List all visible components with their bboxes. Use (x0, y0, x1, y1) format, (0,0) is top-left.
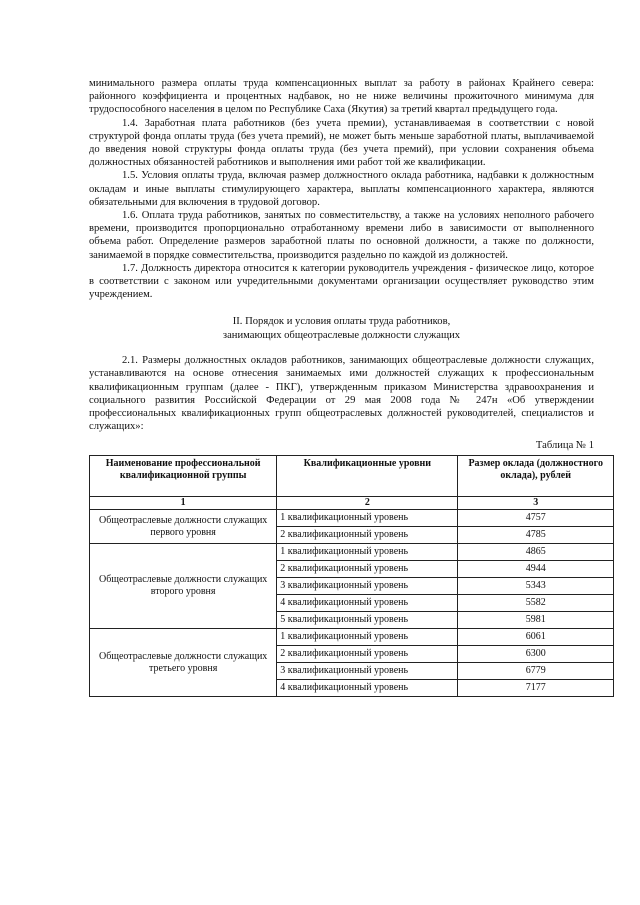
paragraph: 1.5. Условия оплаты труда, включая размер должностного оклада работника, надбавки к должностным окладам и иные выплаты стимулирующего характера, выплаты компенсационного характера, являются обязательными для включения в трудовой договор. (89, 170, 594, 208)
document-body (89, 77, 603, 697)
salary-value: 5343 (458, 578, 614, 595)
qualification-level: 1 квалификационный уровень (277, 544, 458, 561)
qualification-group-name: Общеотраслевые должности служащих третьего уровня (90, 629, 277, 697)
qualification-level: 2 квалификационный уровень (277, 561, 458, 578)
table-body (90, 510, 614, 697)
column-number: 2 (277, 497, 458, 510)
column-number: 3 (458, 497, 614, 510)
table-column-numbers (90, 497, 614, 510)
salary-value: 6300 (458, 646, 614, 663)
salary-value: 4865 (458, 544, 614, 561)
intro-paragraphs (89, 77, 594, 301)
qualification-level: 3 квалификационный уровень (277, 578, 458, 595)
header-qualification-levels: Квалификационные уровни (277, 456, 458, 497)
salary-table (89, 455, 614, 697)
table-header-row (90, 456, 614, 497)
column-number: 1 (90, 497, 277, 510)
section-heading-line-2: занимающих общеотраслевые должности служащих (222, 329, 461, 341)
qualification-level: 3 квалификационный уровень (277, 663, 458, 680)
table-row (90, 510, 614, 527)
salary-value: 5582 (458, 595, 614, 612)
salary-value: 5981 (458, 612, 614, 629)
qualification-level: 2 квалификационный уровень (277, 646, 458, 663)
section-heading-line-1: II. Порядок и условия оплаты труда работников, (232, 316, 451, 328)
salary-value: 6779 (458, 663, 614, 680)
salary-value: 6061 (458, 629, 614, 646)
section-heading (89, 315, 594, 342)
salary-value: 7177 (458, 680, 614, 697)
salary-value: 4757 (458, 510, 614, 527)
qualification-level: 2 квалификационный уровень (277, 527, 458, 544)
header-salary: Размер оклада (должностного оклада), рублей (458, 456, 614, 497)
salary-value: 4944 (458, 561, 614, 578)
qualification-level: 4 квалификационный уровень (277, 680, 458, 697)
paragraph: 1.4. Заработная плата работников (без учета премии), устанавливаемая в соответствии с новой структурой фонда оплаты труда (без учета премий), не может быть меньше заработной платы, выплачиваемой до введения новой структуры фонда оплаты труда (без учета премий), при условии сохранения объема должностных обязанностей работников и выполнения ими работ той же квалификации. (89, 117, 594, 169)
paragraph: минимального размера оплаты труда компенсационных выплат за работу в районах Крайнего севера: районного коэффициента и процентных надбавок, но не ниже величины прожиточного минимума для трудоспособного населения в целом по Республике Саха (Якутия) за третий квартал предыдущего года. (89, 78, 594, 116)
salary-value: 4785 (458, 527, 614, 544)
qualification-group-name: Общеотраслевые должности служащих второго уровня (90, 544, 277, 629)
paragraph: 1.7. Должность директора относится к категории руководитель учреждения - физическое лицо, которое в соответствии с законом или учредительными документами организации осуществляет руководство этим учреждением. (89, 262, 594, 301)
qualification-level: 5 квалификационный уровень (277, 612, 458, 629)
table-row (90, 629, 614, 646)
paragraph: 1.6. Оплата труда работников, занятых по совместительству, а также на условиях неполного рабочего времени, производится пропорционально отработанному времени либо в зависимости от выполненного объема работ. Определение размеров заработной платы по основной должности, а также по должности, занимаемой в порядке совместительства, производится раздельно по каждой из должностей. (89, 210, 594, 261)
table-row (90, 544, 614, 561)
qualification-group-name: Общеотраслевые должности служащих первого уровня (90, 510, 277, 544)
paragraph-2-1: 2.1. Размеры должностных окладов работников, занимающих общеотраслевые должности служащих, устанавливаются на основе отнесения занимаемых ими должностей служащих к профессиональным квалификационным группам (далее - ПКГ), утвержденным приказом Министерства здравоохранения и социального развития Российской Федерации от 29 мая 2008 года № 247н «Об утверждении профессиональных квалификационных групп общеотраслевых должностей руководителей, специалистов и служащих»: (89, 355, 594, 433)
table-caption: Таблица № 1 (535, 440, 594, 452)
header-group-name: Наименование профессиональной квалификационной группы (90, 456, 277, 497)
qualification-level: 1 квалификационный уровень (277, 629, 458, 646)
qualification-level: 4 квалификационный уровень (277, 595, 458, 612)
qualification-level: 1 квалификационный уровень (277, 510, 458, 527)
